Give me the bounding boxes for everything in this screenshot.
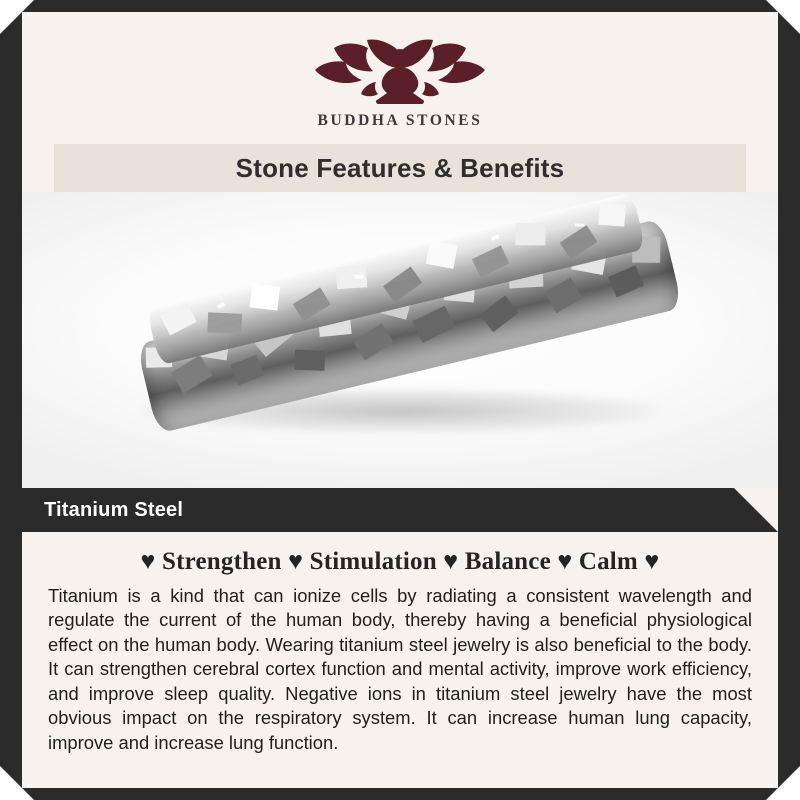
lotus-buddha-icon — [310, 26, 490, 110]
benefits-line: ♥ Strengthen ♥ Stimulation ♥ Balance ♥ Calm ♥ — [140, 548, 660, 575]
frame-edge-bottom — [0, 788, 800, 800]
stone-name-bar — [22, 488, 778, 532]
hero-image — [22, 192, 778, 488]
page-title: Stone Features & Benefits — [235, 152, 565, 183]
title-band — [54, 144, 746, 192]
frame-edge-top — [0, 0, 800, 12]
frame-edge-left — [0, 0, 22, 800]
poster-content — [22, 12, 778, 788]
brand-name: BUDDHA STONES — [317, 112, 483, 129]
brand-header — [22, 12, 778, 144]
stone-name-label: Titanium Steel — [44, 498, 184, 521]
description-paragraph: Titanium is a kind that can ionize cells by radiating a consistent wavelength and regulate the current of the human body, thereby having a beneficial physiological effect on the human body. Wearing titanium steel jewelry is also beneficial to the body. It can strengthen cerebral cortex function and mental activity, improve work efficiency, and improve sleep quality. Negative ions in titanium steel jewelry have the most obvious impact on the respiratory system. It can increase human lung capacity, improve and increase lung function. — [48, 585, 752, 753]
frame-edge-right — [778, 0, 800, 800]
